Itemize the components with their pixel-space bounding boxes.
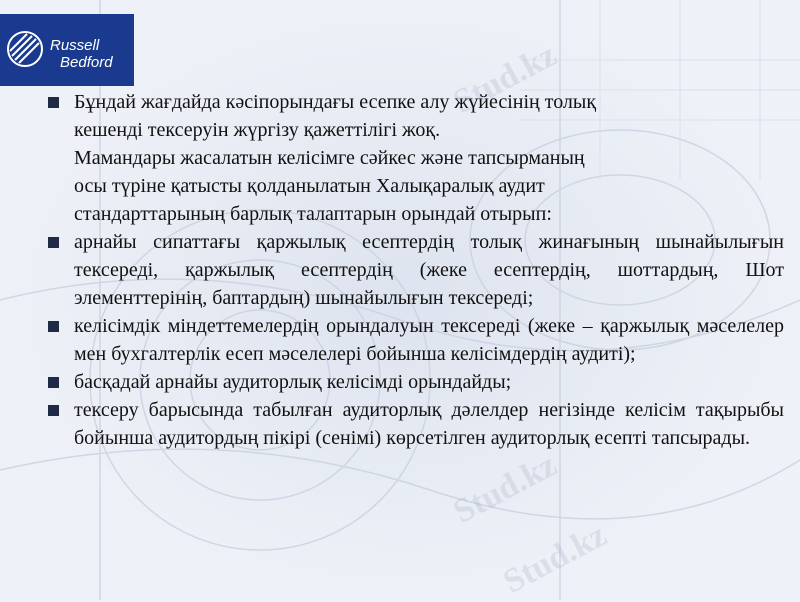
list-item-text: осы түріне қатысты қолданылатын Халықаралық аудит <box>74 175 545 197</box>
list-item <box>44 88 784 228</box>
list-item-text: арнайы сипаттағы қаржылық есептердің толық жинағының шынайылығын тексереді, қаржылық есептердің (жеке есептердің, шоттардың, Шот элементтерінің, баптардың) шынайылығын тексереді; <box>74 231 784 309</box>
list-item <box>44 312 784 368</box>
bullet-list <box>44 88 784 452</box>
watermark: Stud.kz <box>497 516 613 601</box>
square-bullet-icon <box>48 97 59 108</box>
square-bullet-icon <box>48 237 59 248</box>
list-item-text: Мамандары жасалатын келісімге сәйкес және тапсырманың <box>74 147 585 169</box>
list-item <box>44 228 784 312</box>
list-item-text: стандарттарының барлық талаптарын орындай отырып: <box>74 203 552 225</box>
logo-text-line2: Bedford <box>60 54 113 71</box>
logo-text-line1: Russell <box>50 37 100 54</box>
list-item-text: басқадай арнайы аудиторлық келісімді орындайды; <box>74 371 512 393</box>
watermark: Stud.kz <box>447 446 563 531</box>
list-item-text: кешенді тексеруін жүргізу қажеттілігі жоқ. <box>74 119 441 141</box>
list-item-text: Бұндай жағдайда кәсіпорындағы есепке алу жүйесінің толық <box>74 91 597 113</box>
square-bullet-icon <box>48 405 59 416</box>
list-item-text: тексеру барысында табылған аудиторлық дәлелдер негізінде келісім тақырыбы бойынша аудитордың пікірі (сенімі) көрсетілген аудиторлық есепті тапсырады. <box>74 399 784 449</box>
square-bullet-icon <box>48 321 59 332</box>
list-item-text: келісімдік міндеттемелердің орындалуын тексереді (жеке – қаржылық мәселелер мен бухгалтерлік есеп мәселелері бойынша келісімдердің аудиті); <box>74 315 784 365</box>
square-bullet-icon <box>48 377 59 388</box>
list-item <box>44 368 784 396</box>
list-item <box>44 396 784 452</box>
globe-icon <box>6 30 44 68</box>
watermark: Stud.kz <box>447 36 563 121</box>
russell-bedford-logo <box>0 14 134 86</box>
